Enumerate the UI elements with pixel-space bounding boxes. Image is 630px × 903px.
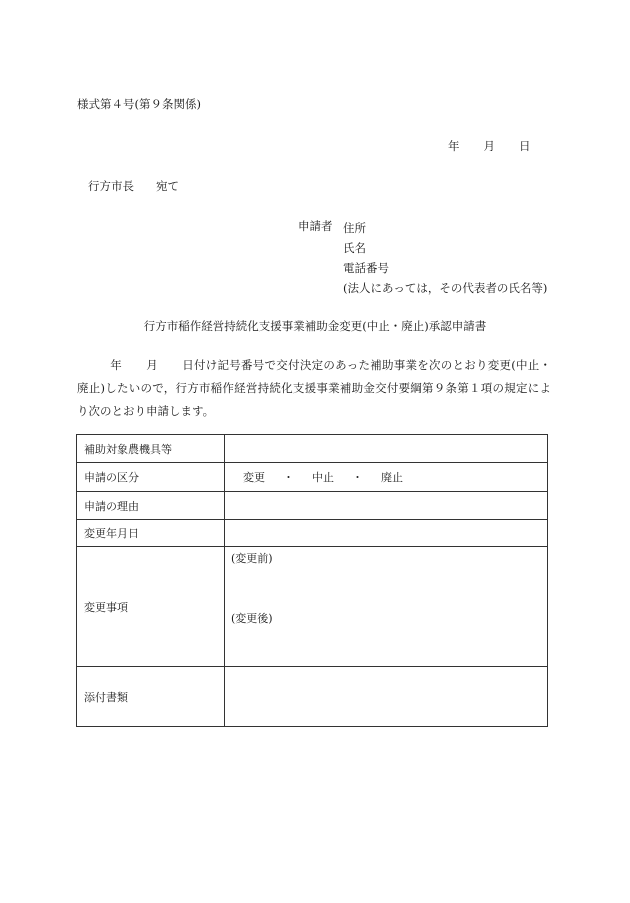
change-area: [231, 547, 547, 665]
date-year: 年: [448, 139, 460, 153]
applicant-phone: 電話番号: [343, 261, 389, 275]
after-label: (変更後): [231, 612, 273, 625]
table-row-equipment: [77, 435, 548, 463]
table-row-change-date: [77, 520, 548, 547]
label-change-date: 変更年月日: [77, 520, 225, 547]
option-abolish[interactable]: 廃止: [381, 471, 403, 484]
label-change-items: 変更事項: [77, 547, 225, 667]
table-row-category: [77, 463, 548, 492]
option-separator: ・: [283, 471, 294, 484]
label-attachments: 添付書類: [77, 667, 225, 727]
document-title: 行方市稲作経営持続化支援事業補助金変更(中止・廃止)承認申請書: [143, 319, 487, 333]
applicant-address: 住所: [343, 221, 366, 235]
body-year: 年: [110, 358, 123, 372]
applicant-fields: [343, 218, 547, 298]
value-attachments[interactable]: [225, 667, 548, 727]
value-change-items[interactable]: [225, 547, 548, 667]
label-category: 申請の区分: [77, 463, 225, 492]
value-change-date[interactable]: [225, 520, 548, 547]
option-change[interactable]: 変更: [243, 471, 265, 484]
applicant-name: 氏名: [343, 241, 366, 255]
option-separator: ・: [352, 471, 363, 484]
date-day: 日: [519, 139, 531, 153]
body-text: 日付け記号番号で交付決定のあった補助事業を次のとおり変更(中止・廃止)したいので，行方市稲作経営持続化支援事業補助金交付要綱第９条第１項の規定により次のとおり申請します。: [77, 358, 552, 418]
date-line: [448, 138, 531, 154]
body-month: 月: [146, 358, 159, 372]
addressee: [88, 178, 179, 194]
label-reason: 申請の理由: [77, 492, 225, 520]
value-category: [225, 463, 548, 492]
option-suspend[interactable]: 中止: [312, 471, 334, 484]
date-month: 月: [483, 139, 495, 153]
table-row-reason: [77, 492, 548, 520]
value-equipment[interactable]: [225, 435, 548, 463]
label-equipment: 補助対象農機具等: [77, 435, 225, 463]
value-reason[interactable]: [225, 492, 548, 520]
table-row-attachments: [77, 667, 548, 727]
applicant-note: (法人にあっては，その代表者の氏名等): [343, 281, 548, 295]
addressee-name: 行方市長: [88, 179, 134, 193]
table-row-change-items: [77, 547, 548, 667]
addressee-suffix: 宛て: [156, 179, 179, 193]
application-table: [76, 434, 548, 727]
body-paragraph: [77, 354, 551, 423]
form-number: 様式第４号(第９条関係): [77, 97, 201, 111]
applicant-label: 申請者: [298, 219, 333, 233]
before-label: (変更前): [231, 552, 273, 565]
